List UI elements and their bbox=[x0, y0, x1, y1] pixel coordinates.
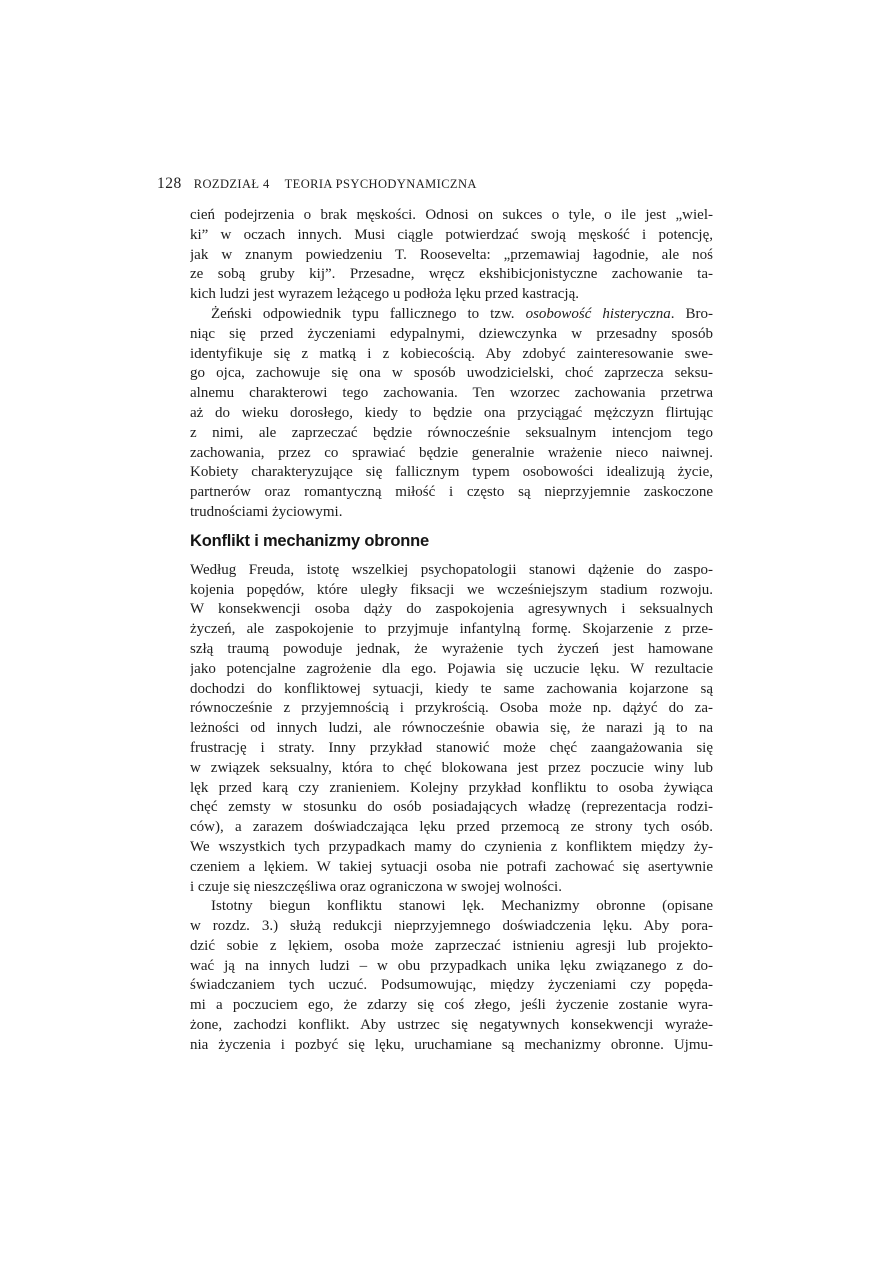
text-line: lęk przed karą czy zranieniem. Kolejny przykład konfliktu to osoba żywiąca bbox=[190, 779, 713, 796]
text-line: identyfikuje się z matką i z kobiecością. Aby zdobyć zainteresowanie swe- bbox=[190, 345, 713, 362]
paragraph bbox=[190, 206, 713, 305]
text-line: niąc się przed życzeniami edypalnymi, dziewczynka w przesadny sposób bbox=[190, 325, 713, 342]
text-line: w rozdz. 3.) służą redukcji nieprzyjemnego doświadczenia lęku. Aby pora- bbox=[190, 918, 713, 935]
text-line: z nimi, ale zaprzeczać będzie równocześnie seksualnym intencjom tego bbox=[190, 424, 713, 441]
text-line: chęć zemsty w stosunku do osób posiadających władzę (reprezentacja rodzi- bbox=[190, 799, 713, 816]
paragraph bbox=[190, 897, 713, 1055]
text-line: dzić sobie z lękiem, osoba może zaprzeczać istnieniu agresji lub projekto- bbox=[190, 937, 713, 954]
text-line: czeniem a lękiem. W takiej sytuacji osoba nie potrafi zachować się asertywnie bbox=[190, 858, 713, 875]
text-line: ze sobą gruby kij”. Przesadne, wręcz ekshibicjonistyczne zachowanie ta- bbox=[190, 266, 713, 283]
text-line: cień podejrzenia o brak męskości. Odnosi on sukces o tyle, o ile jest „wiel- bbox=[190, 207, 713, 223]
text-segment: . Bro- bbox=[670, 305, 713, 322]
paragraph bbox=[190, 561, 713, 898]
text-line: nia życzenia i pozbyć się lęku, uruchamiane są mechanizmy obronne. Ujmu- bbox=[190, 1036, 713, 1053]
chapter-title: TEORIA PSYCHODYNAMICZNA bbox=[284, 177, 477, 191]
text-line: jak w znanym powiedzeniu T. Roosevelta: „przemawiaj łagodnie, ale noś bbox=[190, 246, 713, 263]
text-line: Istotny biegun konfliktu stanowi lęk. Mechanizmy obronne (opisane bbox=[211, 898, 713, 915]
text-line: i czuje się nieszczęśliwa oraz ograniczona w swojej wolności. bbox=[190, 878, 562, 895]
text-line: trudnościami życiowymi. bbox=[190, 503, 343, 520]
text-line: życzeń, ale zaspokojenie to przyjmuje infantylną formę. Skojarzenie z prze- bbox=[190, 621, 713, 638]
page-number: 128 bbox=[157, 175, 182, 192]
text-line: Kobiety charakteryzujące się fallicznym typem osobowości idealizują życie, bbox=[190, 464, 713, 481]
body-text bbox=[190, 206, 713, 1056]
text-line: równocześnie z przyjemnością i przykrością. Osoba może np. dążyć do za- bbox=[190, 700, 713, 717]
text-line bbox=[190, 305, 713, 325]
text-line: mi a poczuciem ego, że zdarzy się coś złego, jeśli życzenie zostanie wyra- bbox=[190, 997, 713, 1014]
text-line: świadczaniem tych uczuć. Podsumowując, między życzeniami czy popęda- bbox=[190, 977, 713, 994]
text-line: żone, zachodzi konflikt. Aby ustrzec się negatywnych konsekwencji wyraże- bbox=[190, 1017, 713, 1034]
text-line: zachowania, przez co sprawiać będzie generalnie wrażenie nieco naiwnej. bbox=[190, 444, 713, 461]
text-line: kojenia popędów, które uległy fiksacji we wcześniejszym stadium rozwoju. bbox=[190, 581, 713, 598]
text-line: W konsekwencji osoba dąży do zaspokojenia agresywnych i seksualnych bbox=[190, 601, 713, 618]
text-line: alnemu charakterowi tego zachowania. Ten wzorzec zachowania przetrwa bbox=[190, 385, 713, 402]
text-line: jako potencjalne zagrożenie dla ego. Pojawia się uczucie lęku. W rezultacie bbox=[190, 660, 713, 677]
text-line: partnerów oraz romantyczną miłość i często są nieprzyjemnie zaskoczone bbox=[190, 484, 713, 501]
text-line: szłą traumą powoduje jednak, że wyrażenie tych życzeń jest hamowane bbox=[190, 640, 713, 657]
section-heading: Konflikt i mechanizmy obronne bbox=[190, 531, 429, 550]
chapter-label: ROZDZIAŁ 4 bbox=[193, 177, 270, 191]
text-line: We wszystkich tych przypadkach mamy do czynienia z konfliktem między ży- bbox=[190, 838, 713, 855]
text-line: ców), a zarazem doświadczająca lęku przed przemocą ze strony tych osób. bbox=[190, 819, 713, 836]
text-line: dochodzi do konfliktowej sytuacji, kiedy te same zachowania kojarzone są bbox=[190, 680, 713, 697]
text-line: wać ją na innych ludzi – w obu przypadkach unika lęku związanego z do- bbox=[190, 957, 713, 974]
text-line: frustrację i straty. Inny przykład stanowić może chęć zaangażowania się bbox=[190, 739, 713, 756]
text-line: aż do wieku dorosłego, kiedy to będzie ona przyciągać mężczyzn flirtując bbox=[190, 404, 713, 421]
text-segment: Żeński odpowiednik typu fallicznego to tzw. bbox=[211, 305, 526, 322]
text-line: w związek seksualny, która to chęć blokowana jest przez poczucie winy lub bbox=[190, 759, 713, 776]
text-line: Według Freuda, istotę wszelkiej psychopatologii stanowi dążenie do zaspo- bbox=[190, 561, 713, 578]
text-line: kich ludzi jest wyrazem leżącego u podłoża lęku przed kastracją. bbox=[190, 286, 579, 303]
page-header bbox=[157, 175, 477, 193]
text-line: ki” w oczach innych. Musi ciągle potwierdzać swoją męskość i potencję, bbox=[190, 226, 713, 243]
text-line: leżności od innych ludzi, ale równocześnie obawia się, że narazi ją to na bbox=[190, 720, 713, 737]
paragraph bbox=[190, 305, 713, 523]
text-line: go ojca, zachowuje się ona w sposób uwodzicielski, choć zaprzecza seksu- bbox=[190, 365, 713, 382]
italic-term: osobowość histeryczna bbox=[525, 305, 671, 322]
